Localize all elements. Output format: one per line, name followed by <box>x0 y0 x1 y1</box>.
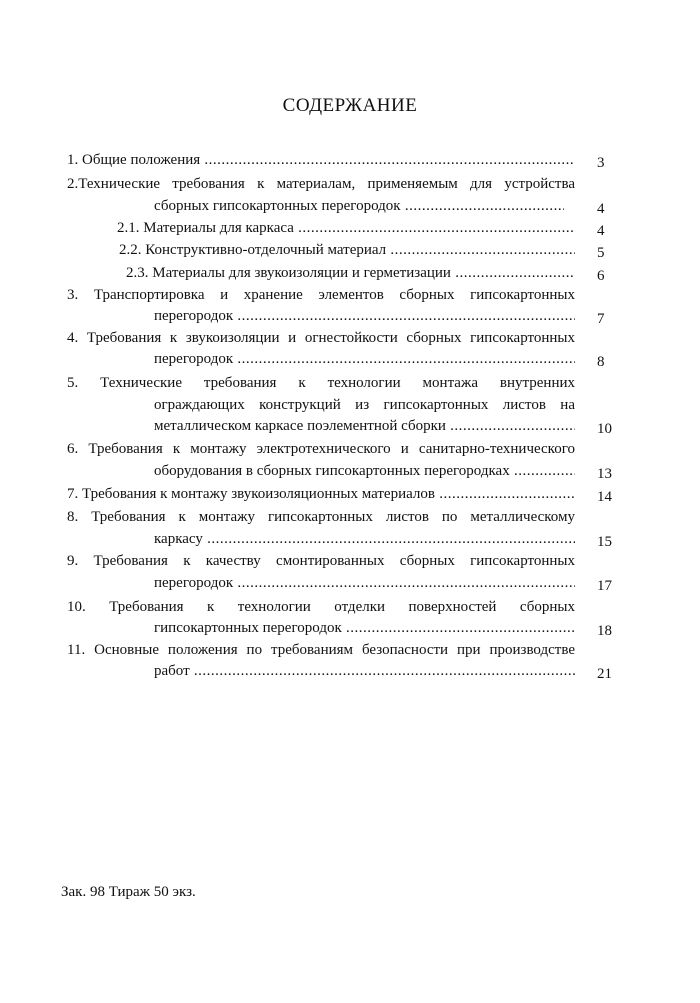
toc-entry-9-line-1: 9. Требования к качеству смонтированных сборных гипсокартонных <box>67 553 575 569</box>
toc-entry-1: 1. Общие положения ..... <box>67 151 575 169</box>
toc-entry-3-line-1: 3. Транспортировка и хранение элементов сборных гипсокартонных <box>67 287 575 303</box>
toc-entry-2-line-1: 2.Технические требования к материалам, применяемым для устройства <box>67 176 575 192</box>
toc-page-4: 8 <box>597 354 605 370</box>
toc-page-8: 15 <box>597 534 612 550</box>
toc-page-3: 7 <box>597 311 605 327</box>
toc-entry-6-line-2: оборудования в сборных гипсокартонных перегородках ..... <box>154 462 575 480</box>
toc-page-2-3: 6 <box>597 268 605 284</box>
toc-entry-6-line-1: 6. Требования к монтажу электротехнического и санитарно-технического <box>67 441 575 457</box>
toc-entry-9-line-2: перегородок ..... <box>154 574 575 592</box>
toc-entry-5-line-1: 5. Технические требования к технологии монтажа внутренних <box>67 375 575 391</box>
toc-page-11: 21 <box>597 666 612 682</box>
toc-entry-10-line-2: гипсокартонных перегородок ..... <box>154 619 575 637</box>
toc-entry-5-line-2: ограждающих конструкций из гипсокартонных листов на <box>154 397 575 413</box>
toc-entry-2-1: 2.1. Материалы для каркаса ..... <box>117 219 575 237</box>
toc-page-7: 14 <box>597 489 612 505</box>
toc-entry-8-line-2: каркасу ..... <box>154 530 575 548</box>
toc-page-6: 13 <box>597 466 612 482</box>
print-run-note: Зак. 98 Тираж 50 экз. <box>61 884 196 900</box>
toc-entry-5-line-3: металлическом каркасе поэлементной сборки ..... <box>154 417 575 435</box>
toc-entry-2-line-2: сборных гипсокартонных перегородок ..... <box>154 197 564 215</box>
toc-entry-4-line-2: перегородок ..... <box>154 350 575 368</box>
toc-page-9: 17 <box>597 578 612 594</box>
toc-entry-7: 7. Требования к монтажу звукоизоляционных материалов ..... <box>67 485 575 503</box>
toc-entry-10-line-1: 10. Требования к технологии отделки поверхностей сборных <box>67 599 575 615</box>
toc-entry-3-line-2: перегородок ..... <box>154 307 575 325</box>
toc-page-2-1: 4 <box>597 223 605 239</box>
toc-page-5: 10 <box>597 421 612 437</box>
page-title: СОДЕРЖАНИЕ <box>282 95 418 116</box>
toc-entry-2-3: 2.3. Материалы для звукоизоляции и герметизации ..... <box>126 264 575 282</box>
toc-entry-4-line-1: 4. Требования к звукоизоляции и огнестойкости сборных гипсокартонных <box>67 330 575 346</box>
toc-entry-8-line-1: 8. Требования к монтажу гипсокартонных листов по металлическому <box>67 509 575 525</box>
toc-page-2-2: 5 <box>597 245 605 261</box>
toc-entry-11-line-1: 11. Основные положения по требованиям безопасности при производстве <box>67 642 575 658</box>
toc-entry-2-2: 2.2. Конструктивно-отделочный материал ..... <box>119 241 575 259</box>
toc-page-2: 4 <box>597 201 605 217</box>
toc-entry-11-line-2: работ ..... <box>154 662 575 680</box>
toc-page-10: 18 <box>597 623 612 639</box>
toc-page-1: 3 <box>597 155 605 171</box>
